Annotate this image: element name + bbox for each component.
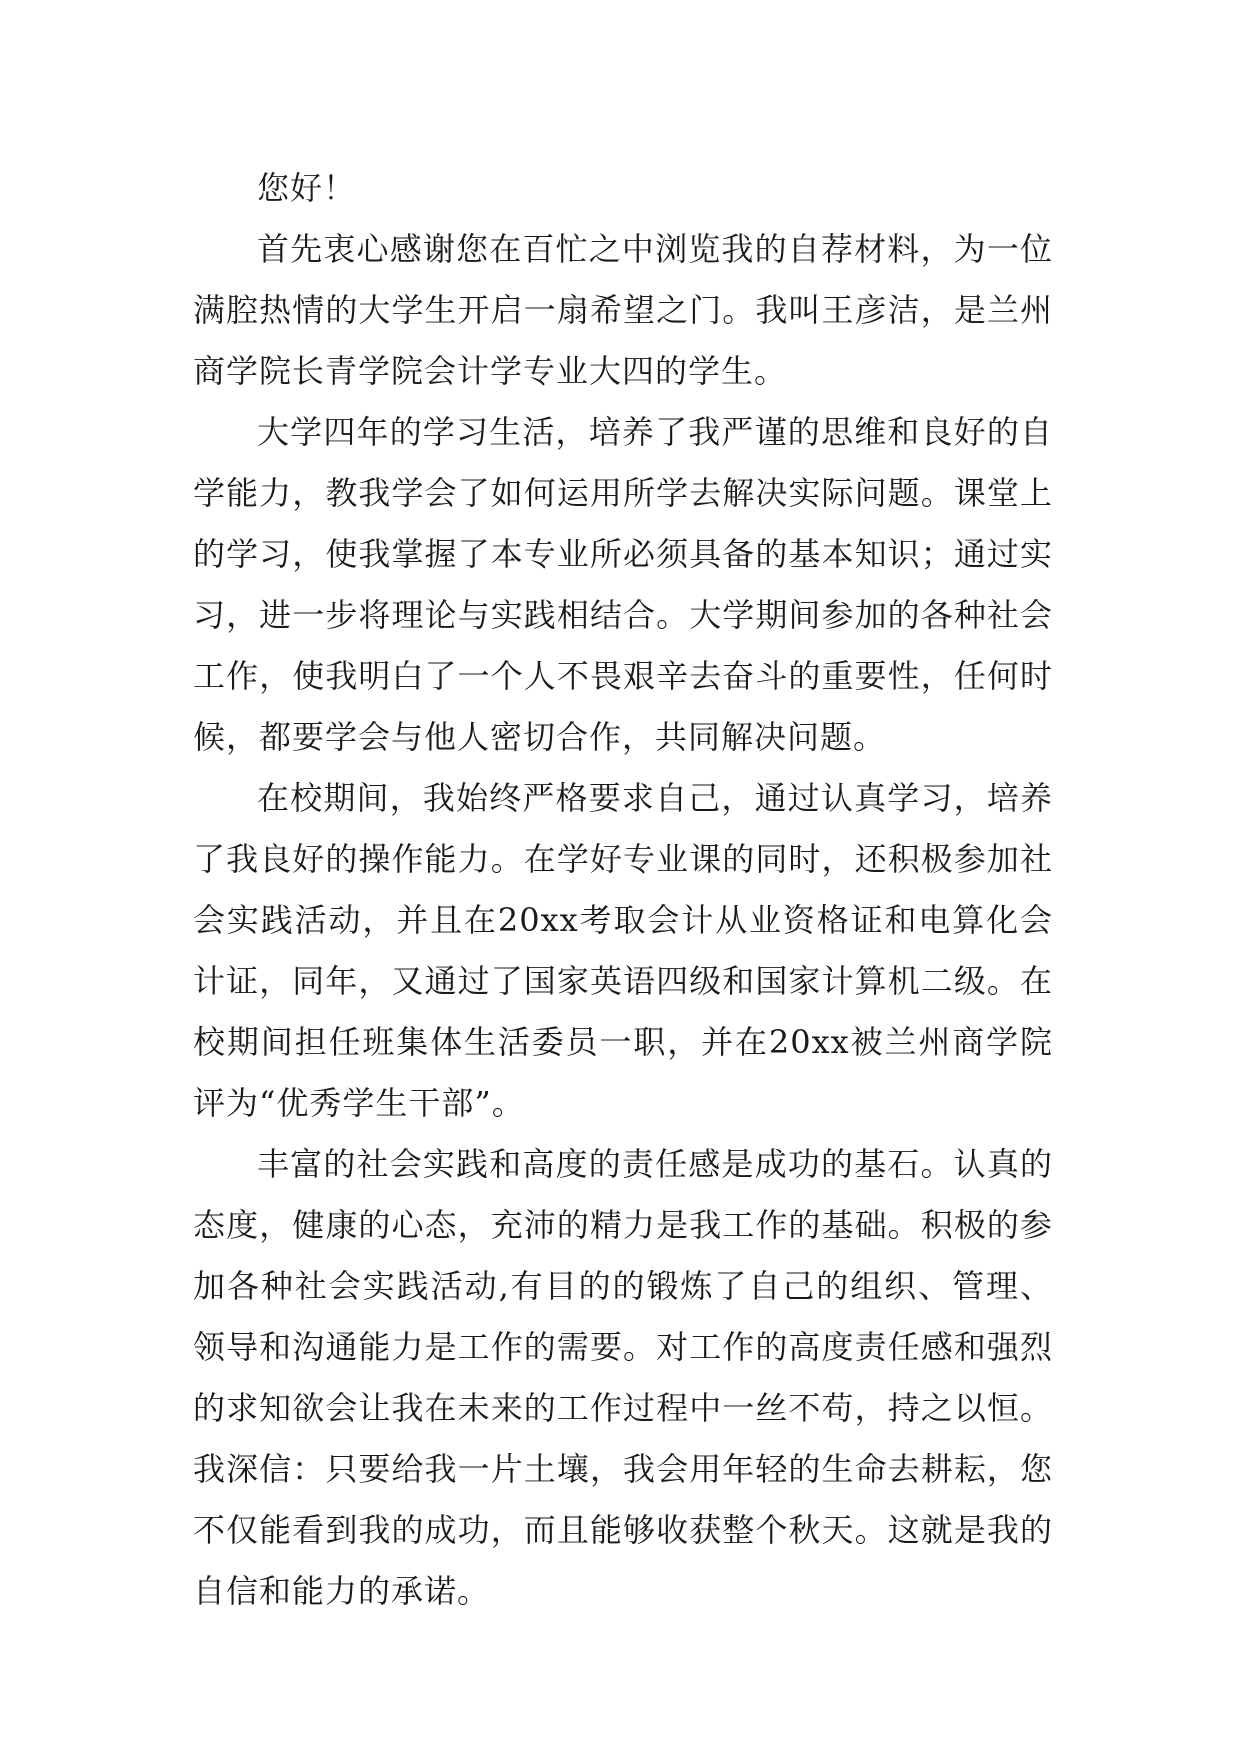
paragraph-closing: 丰富的社会实践和高度的责任感是成功的基石。认真的态度，健康的心态，充沛的精力是我工作的基础。积极的参加各种社会实践活动,有目的的锻炼了自己的组织、管理、领导和沟通能力是工作的需要。对工作的高度责任感和强烈的求知欲会让我在未来的工作过程中一丝不苟，持之以恒。我深信：只要给我一片土壤，我会用年轻的生命去耕耘，您不仅能看到我的成功，而且能够收获整个秋天。这就是我的自信和能力的承诺。	[193, 1145, 1053, 1610]
paragraph-study: 大学四年的学习生活，培养了我严谨的思维和良好的自学能力，教我学会了如何运用所学去解决实际问题。课堂上的学习，使我掌握了本专业所必须具备的基本知识；通过实习，进一步将理论与实践相结合。大学期间参加的各种社会工作，使我明白了一个人不畏艰辛去奋斗的重要性，任何时候，都要学会与他人密切合作，共同解决问题。	[193, 413, 1053, 756]
paragraph-campus: 在校期间，我始终严格要求自己，通过认真学习，培养了我良好的操作能力。在学好专业课的同时，还积极参加社会实践活动，并且在20xx考取会计从业资格证和电算化会计证，同年，又通过了国家英语四级和国家计算机二级。在校期间担任班集体生活委员一职，并在20xx被兰州商学院评为“优秀学生干部”。	[193, 779, 1053, 1122]
letter-body	[193, 158, 1053, 1622]
paragraph-intro: 首先衷心感谢您在百忙之中浏览我的自荐材料，为一位满腔热情的大学生开启一扇希望之门。我叫王彦洁，是兰州商学院长青学院会计学专业大四的学生。	[193, 230, 1053, 390]
greeting: 您好！	[257, 169, 357, 207]
